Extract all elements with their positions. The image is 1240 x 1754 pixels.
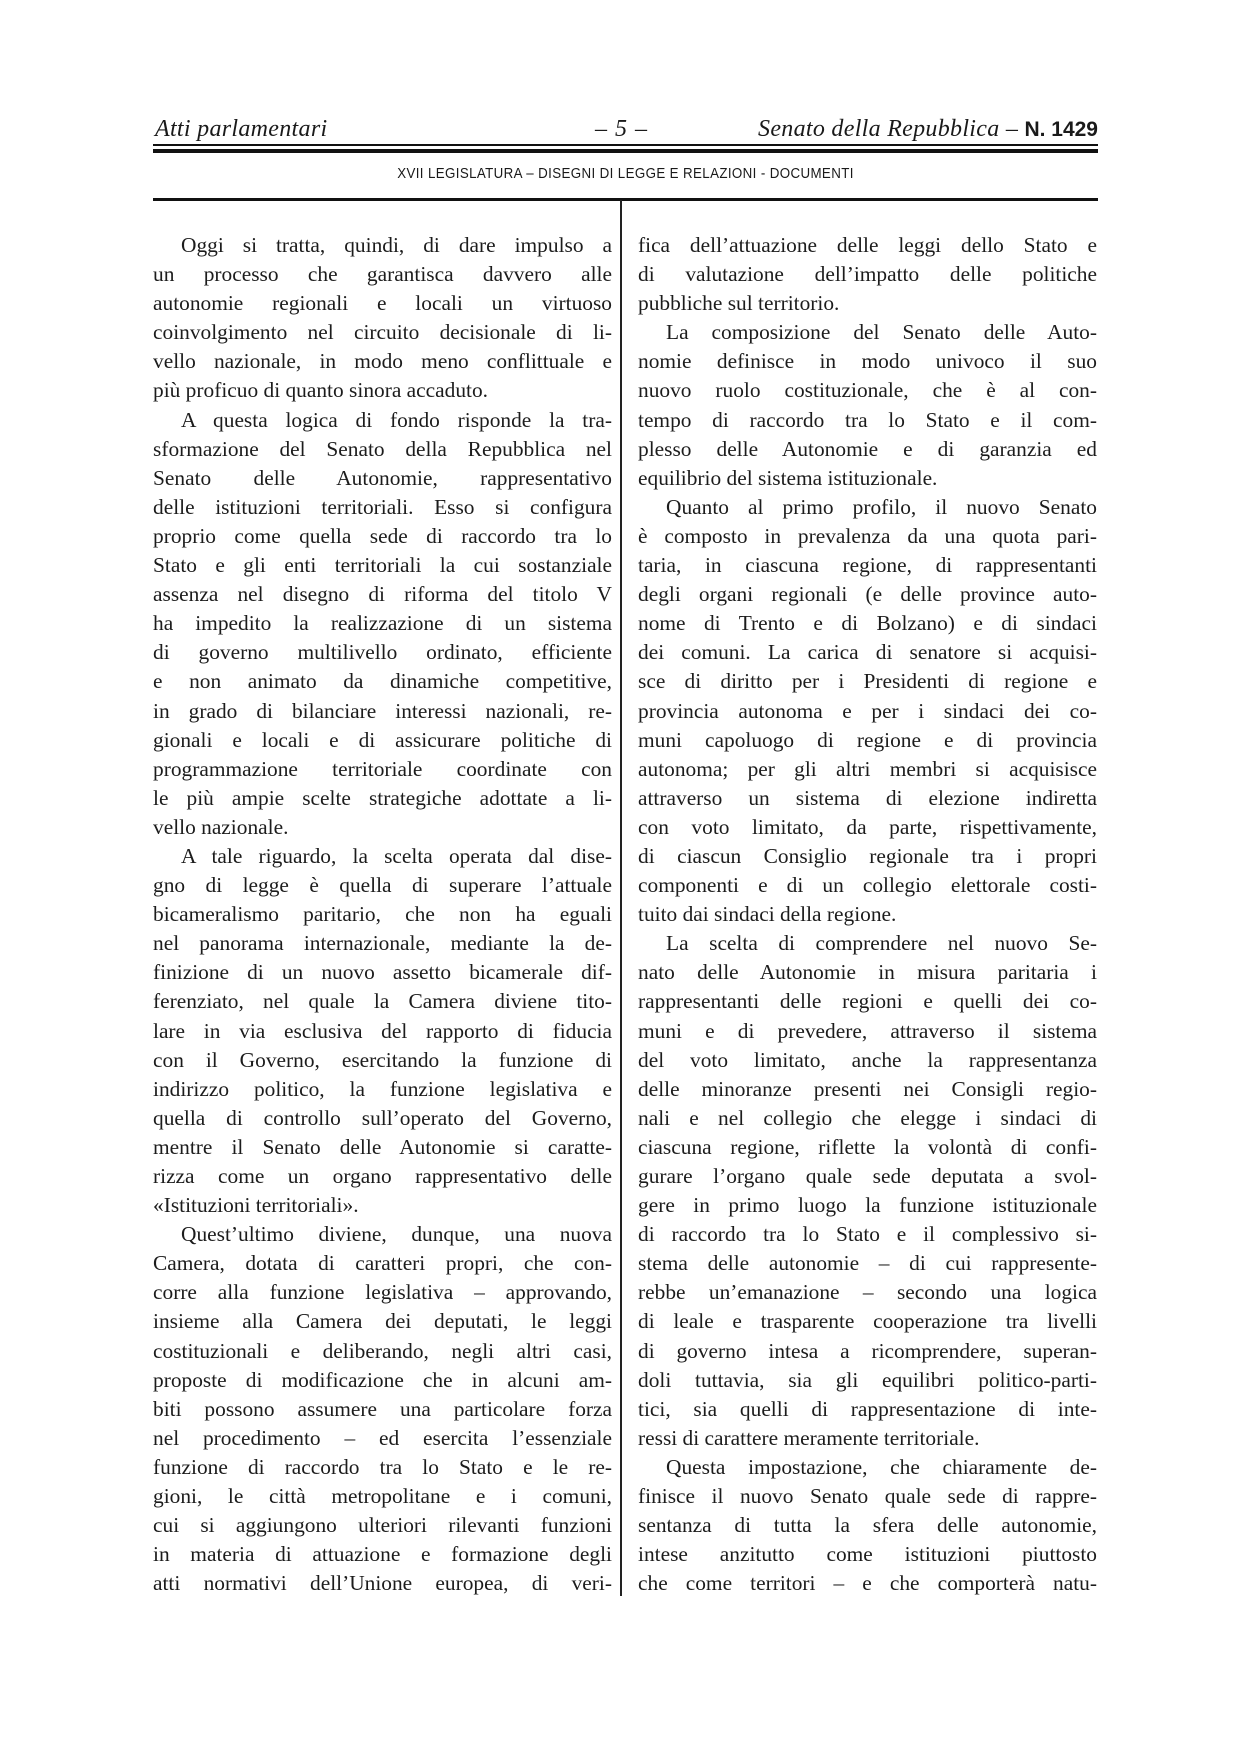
text-line: di governo intesa a ricomprendere, superan- (638, 1338, 1097, 1363)
paragraph (638, 231, 1097, 318)
text-line: atti normativi dell’Unione europea, di veri- (153, 1571, 612, 1596)
text-line: lare in via esclusiva del rapporto di fiducia (153, 1018, 612, 1043)
text-line: indirizzo politico, la funzione legislativa e (153, 1076, 612, 1101)
text-line: ferenziato, nel quale la Camera diviene tito- (153, 989, 612, 1014)
text-line: che come territori – e che comporterà natu- (638, 1571, 1097, 1596)
paragraph (638, 318, 1097, 493)
text-line: funzione di raccordo tra lo Stato e le re- (153, 1454, 612, 1479)
text-line: sce di diritto per i Presidenti di regione e (638, 669, 1097, 694)
text-line: fica dell’attuazione delle leggi dello Stato e (638, 233, 1097, 257)
text-line: in materia di attuazione e formazione degli (153, 1542, 612, 1567)
text-line: gurare l’organo quale sede deputata a svol- (638, 1164, 1097, 1188)
paragraph (638, 929, 1097, 1453)
text-line: provincia autonoma e per i sindaci dei co- (638, 698, 1097, 723)
text-line: Questa impostazione, che chiaramente de- (666, 1454, 1097, 1479)
header-rule-thin (153, 144, 1098, 146)
text-line: le più ampie scelte strategiche adottate a li- (153, 785, 612, 810)
text-line: rizza come un organo rappresentativo delle (153, 1164, 612, 1188)
text-line: Quest’ultimo diviene, dunque, una nuova (181, 1222, 612, 1247)
subtitle-rule (153, 198, 1098, 201)
text-line: autonomie regionali e locali un virtuoso (153, 291, 612, 316)
column-divider (620, 200, 622, 1596)
right-column (638, 231, 1097, 1598)
text-line: di ciascun Consiglio regionale tra i propri (638, 843, 1097, 868)
text-line: e non animato da dinamiche competitive, (153, 669, 612, 694)
text-line: plesso delle Autonomie e di garanzia ed (638, 436, 1097, 461)
text-line: è composto in prevalenza da una quota pari- (638, 523, 1097, 548)
text-line: delle istituzioni territoriali. Esso si configura (153, 494, 612, 519)
text-line: nel panorama internazionale, mediante la de- (153, 931, 612, 956)
header-rule-thick (153, 149, 1098, 153)
text-line: coinvolgimento nel circuito decisionale di li- (153, 320, 612, 345)
text-line: Quanto al primo profilo, il nuovo Senato (666, 494, 1097, 519)
text-line: taria, in ciascuna regione, di rappresentanti (638, 553, 1097, 578)
text-line: muni capoluogo di regione e di provincia (638, 727, 1097, 752)
text-line: rebbe un’emanazione – secondo una logica (638, 1280, 1097, 1305)
text-line: un processo che garantisca davvero alle (153, 262, 612, 287)
text-line: Senato delle Autonomie, rappresentativo (153, 465, 612, 490)
running-header (153, 112, 1098, 146)
text-line: doli tuttavia, sia gli equilibri politico-parti- (638, 1367, 1097, 1392)
text-line: A tale riguardo, la scelta operata dal dise- (181, 843, 612, 868)
text-line: gere in primo luogo la funzione istituzionale (638, 1193, 1097, 1218)
text-line: gionali e locali e di assicurare politiche di (153, 727, 612, 752)
text-line: sentanza di tutta la sfera delle autonomie, (638, 1513, 1097, 1538)
text-line: A questa logica di fondo risponde la tra- (181, 407, 612, 432)
text-line: con voto limitato, da parte, rispettivamente, (638, 814, 1097, 839)
text-line: programmazione territoriale coordinate con (153, 756, 612, 781)
text-line: in grado di bilanciare interessi nazionali, re- (153, 698, 612, 723)
text-line: finizione di un nuovo assetto bicamerale dif- (153, 960, 612, 985)
text-line: vello nazionale. (153, 814, 289, 839)
text-line: tici, sia quelli di rappresentazione di inte- (638, 1396, 1097, 1421)
paragraph (153, 842, 612, 1220)
text-line: insieme alla Camera dei deputati, le leggi (153, 1309, 612, 1334)
text-line: sformazione del Senato della Repubblica nel (153, 436, 612, 461)
header-chamber (758, 116, 1098, 143)
text-line: Camera, dotata di caratteri propri, che con- (153, 1251, 612, 1276)
text-line: nuovo ruolo costituzionale, che è al con- (638, 378, 1097, 403)
text-line: costituzionali e deliberando, negli altri casi, (153, 1338, 612, 1363)
text-line: proprio come quella sede di raccordo tra lo (153, 523, 612, 548)
text-line: più proficuo di quanto sinora accaduto. (153, 378, 489, 403)
text-line: equilibrio del sistema istituzionale. (638, 465, 938, 490)
text-line: nel procedimento – ed esercita l’essenziale (153, 1425, 612, 1450)
paragraph (153, 231, 612, 406)
text-line: di valutazione dell’impatto delle politiche (638, 262, 1097, 287)
text-line: vello nazionale, in modo meno conflittuale e (153, 349, 612, 374)
text-line: quella di controllo sull’operato del Governo, (153, 1105, 612, 1130)
text-line: nali e nel collegio che elegge i sindaci di (638, 1105, 1097, 1130)
header-chamber-name: Senato della Repubblica – (758, 116, 1019, 142)
text-line: attraverso un sistema di elezione indiretta (638, 785, 1097, 810)
left-column (153, 231, 612, 1598)
text-line: muni e di prevedere, attraverso il sistema (638, 1018, 1097, 1043)
text-line: ressi di carattere meramente territoriale. (638, 1425, 980, 1450)
text-line: gno di legge è quella di superare l’attuale (153, 873, 612, 898)
text-line: nome di Trento e di Bolzano) e di sindaci (638, 611, 1097, 636)
text-line: assenza nel disegno di riforma del titolo V (153, 582, 612, 607)
text-line: corre alla funzione legislativa – approvando, (153, 1280, 612, 1305)
paragraph (638, 1453, 1097, 1598)
text-line: Stato e gli enti territoriali la cui sostanziale (153, 553, 612, 578)
text-line: gioni, le città metropolitane e i comuni, (153, 1484, 612, 1509)
text-line: nato delle Autonomie in misura paritaria i (638, 960, 1097, 985)
text-line: di governo multilivello ordinato, efficiente (153, 640, 612, 665)
text-line: «Istituzioni territoriali». (153, 1193, 359, 1218)
header-document-number: N. 1429 (1024, 118, 1098, 141)
paragraph (153, 406, 612, 842)
legislature-subtitle: XVII LEGISLATURA – DISEGNI DI LEGGE E RELAZIONI - DOCUMENTI (397, 166, 854, 182)
paragraph (638, 493, 1097, 929)
text-line: degli organi regionali (e delle province auto- (638, 582, 1097, 607)
header-page-number: – 5 – (595, 116, 648, 142)
text-line: cui si aggiungono ulteriori rilevanti funzioni (153, 1513, 612, 1538)
paragraph (153, 1220, 612, 1598)
text-line: tuito dai sindaci della regione. (638, 902, 897, 927)
header-publication: Atti parlamentari (155, 116, 328, 142)
text-line: delle minoranze presenti nei Consigli regio- (638, 1076, 1097, 1101)
text-line: componenti e di un collegio elettorale costi- (638, 873, 1097, 898)
text-line: stema delle autonomie – di cui rappresente- (638, 1251, 1097, 1276)
text-line: rappresentanti delle regioni e quelli dei co- (638, 989, 1097, 1014)
text-line: dei comuni. La carica di senatore si acquisi- (638, 640, 1097, 665)
text-line: biti possono assumere una particolare forza (153, 1396, 612, 1421)
text-line: con il Governo, esercitando la funzione di (153, 1047, 612, 1072)
text-line: intese anzitutto come istituzioni piuttosto (638, 1542, 1097, 1567)
text-line: tempo di raccordo tra lo Stato e il com- (638, 407, 1097, 432)
text-line: di leale e trasparente cooperazione tra livelli (638, 1309, 1097, 1334)
text-line: pubbliche sul territorio. (638, 291, 840, 316)
text-line: bicameralismo paritario, che non ha eguali (153, 902, 612, 927)
text-line: ciascuna regione, riflette la volontà di confi- (638, 1134, 1097, 1159)
text-line: mentre il Senato delle Autonomie si caratte- (153, 1134, 612, 1159)
text-line: Oggi si tratta, quindi, di dare impulso a (181, 233, 612, 257)
text-line: proposte di modificazione che in alcuni am- (153, 1367, 612, 1392)
text-line: ha impedito la realizzazione di un sistema (153, 611, 612, 636)
text-line: La scelta di comprendere nel nuovo Se- (666, 931, 1097, 956)
text-line: finisce il nuovo Senato quale sede di rappre- (638, 1484, 1097, 1509)
text-line: del voto limitato, anche la rappresentanza (638, 1047, 1097, 1072)
text-line: nomie definisce in modo univoco il suo (638, 349, 1097, 374)
text-line: La composizione del Senato delle Auto- (666, 320, 1097, 345)
text-line: autonoma; per gli altri membri si acquisisce (638, 756, 1097, 781)
text-line: di raccordo tra lo Stato e il complessivo si- (638, 1222, 1097, 1247)
